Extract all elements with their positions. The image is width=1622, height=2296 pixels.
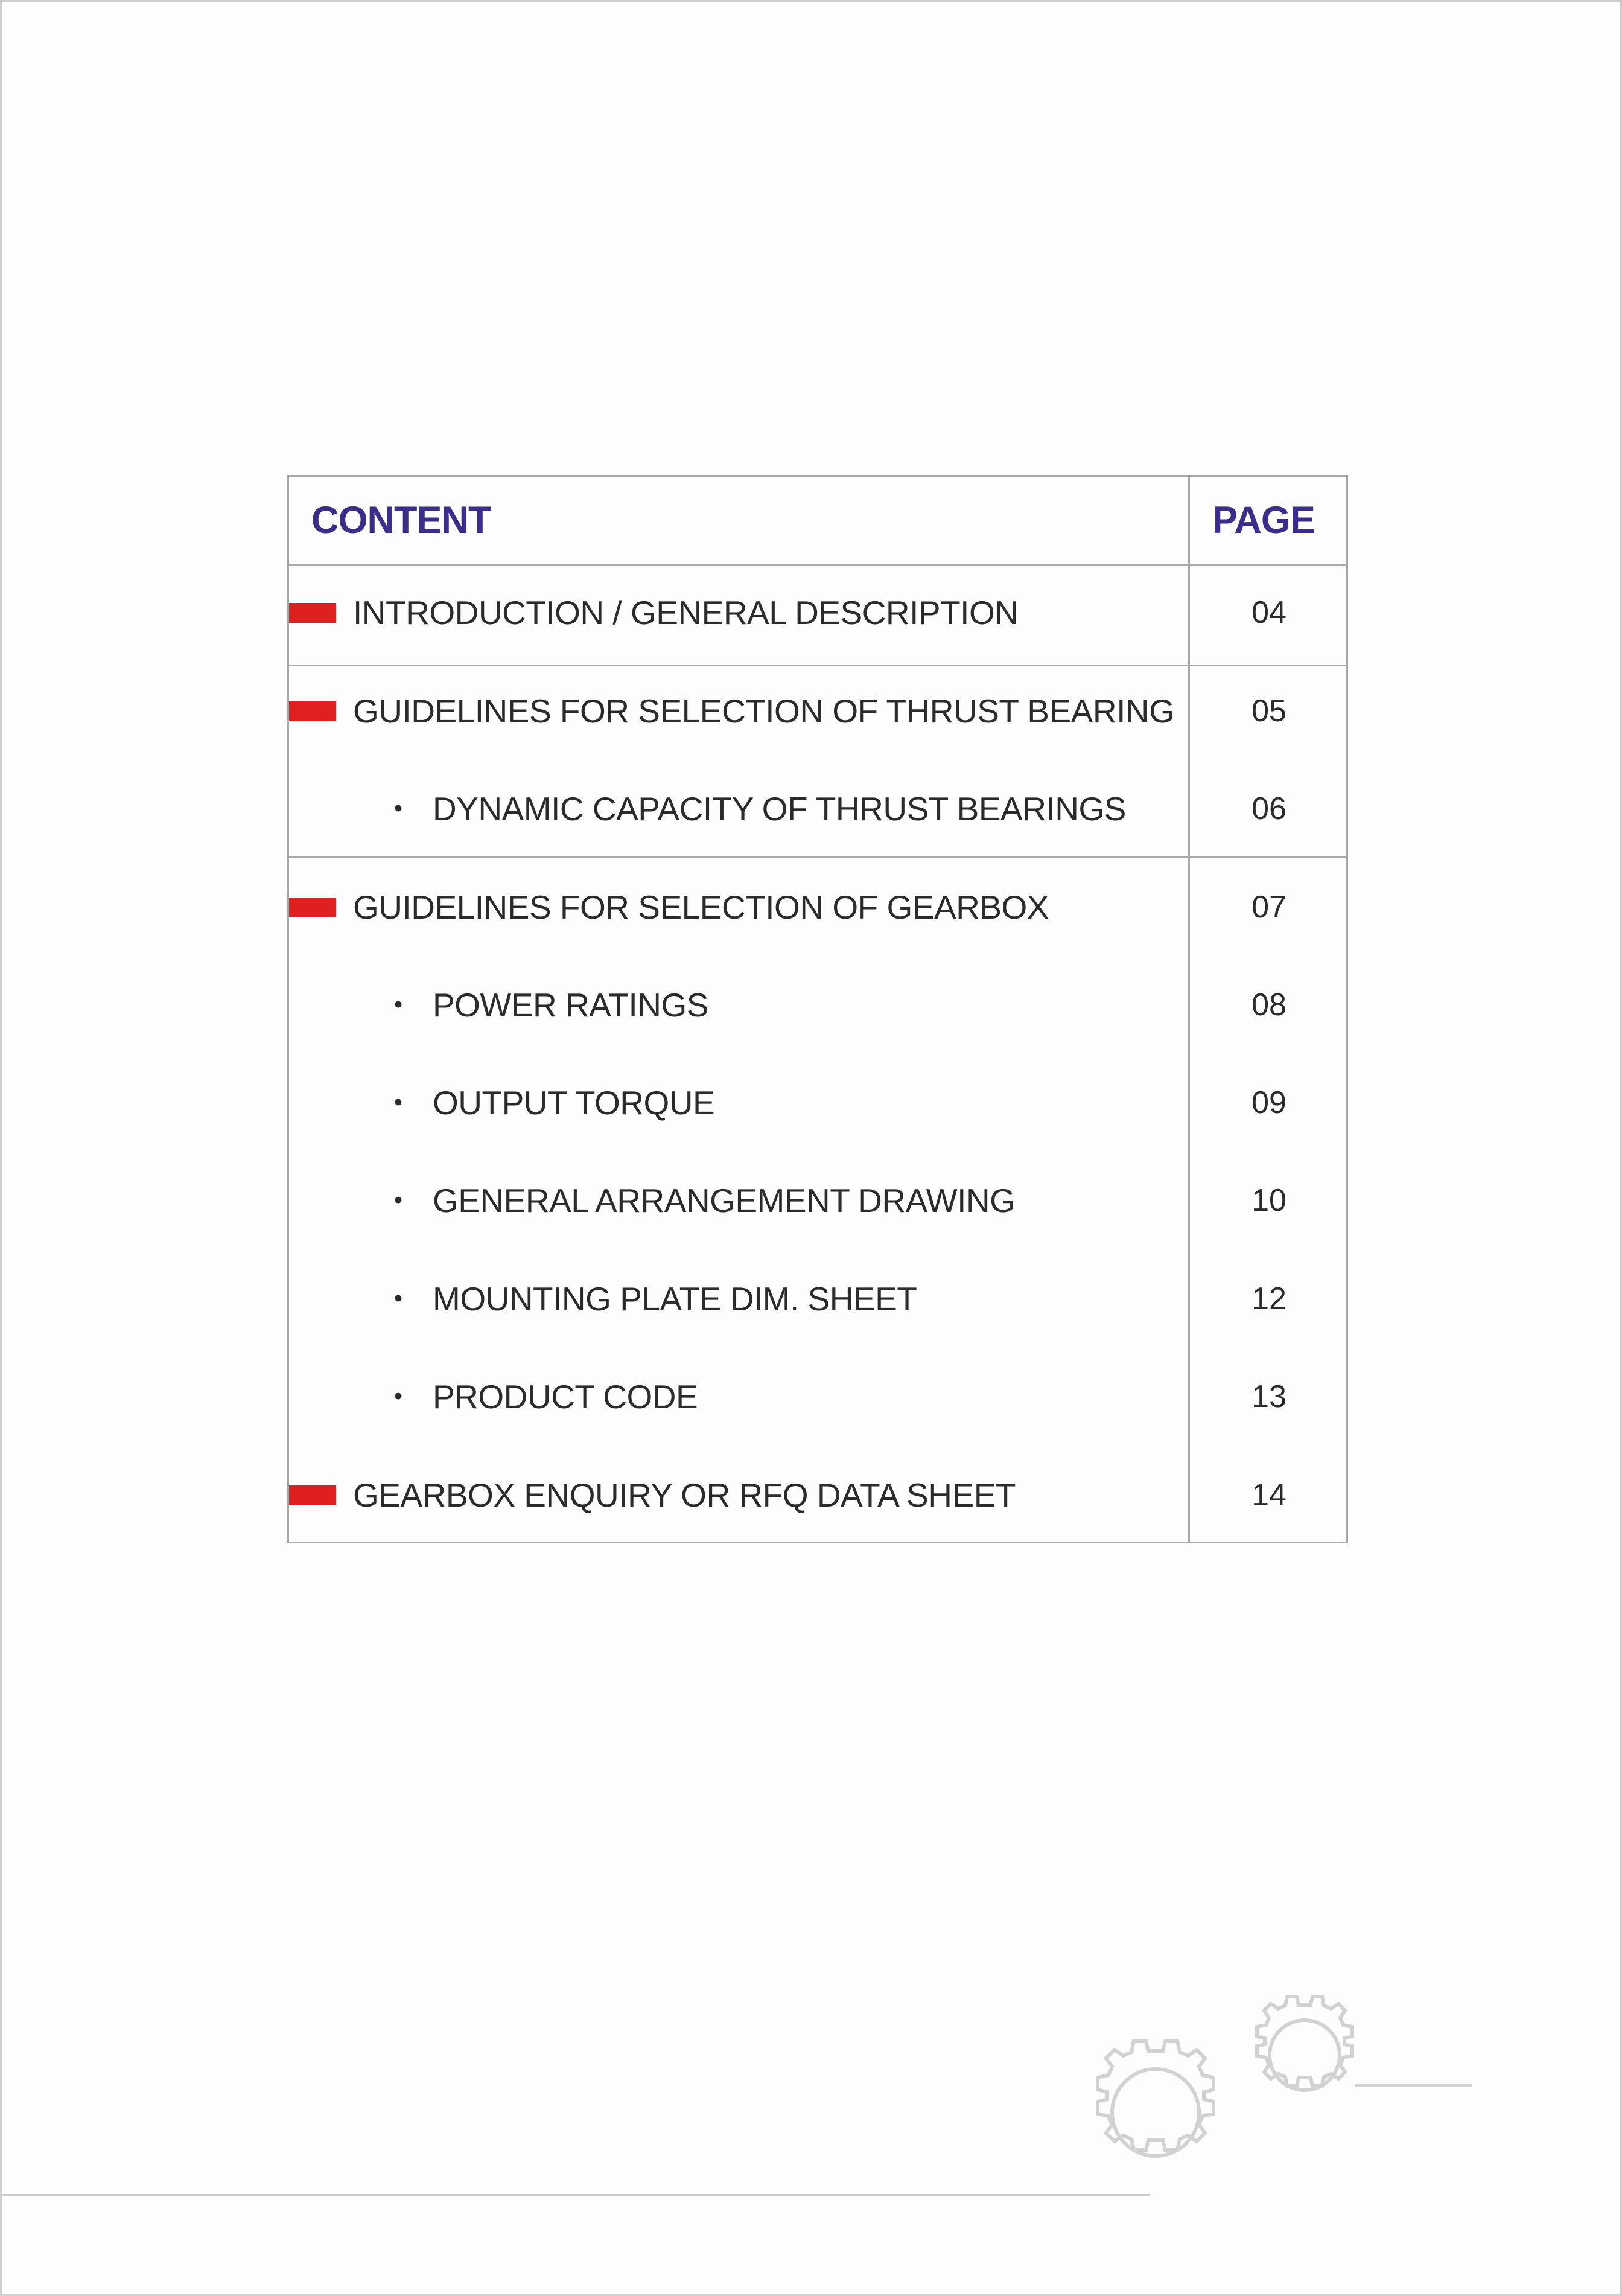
bullet-icon: • (394, 795, 403, 822)
toc-row[interactable] (289, 975, 1346, 1035)
toc-row[interactable] (289, 779, 1346, 839)
toc-entry-label: INTRODUCTION / GENERAL DESCRIPTION (353, 594, 1019, 631)
toc-entry-label: DYNAMIC CAPACITY OF THRUST BEARINGS (433, 790, 1126, 828)
toc-page-number: 06 (1251, 791, 1286, 826)
toc-page-number: 09 (1251, 1085, 1286, 1120)
table-of-contents (287, 475, 1348, 1543)
toc-entry-label: MOUNTING PLATE DIM. SHEET (433, 1280, 917, 1318)
toc-entry-label: OUTPUT TORQUE (433, 1084, 715, 1121)
toc-row[interactable] (289, 1465, 1346, 1525)
section-divider (289, 665, 1346, 666)
bullet-icon: • (394, 1383, 403, 1410)
toc-row[interactable] (289, 1269, 1346, 1329)
header-divider (289, 564, 1346, 566)
section-divider (289, 856, 1346, 858)
toc-row[interactable] (289, 1170, 1346, 1231)
toc-entry-label: GUIDELINES FOR SELECTION OF THRUST BEARING (353, 692, 1175, 730)
footer-line (0, 2194, 1150, 2196)
toc-row[interactable] (289, 681, 1346, 741)
content-heading: CONTENT (311, 499, 491, 541)
toc-page-number: 14 (1251, 1478, 1286, 1513)
toc-entry-label: POWER RATINGS (433, 986, 708, 1024)
toc-row[interactable] (289, 1073, 1346, 1133)
bullet-icon: • (394, 1285, 403, 1312)
toc-page-number: 08 (1251, 987, 1286, 1022)
page-heading: PAGE (1212, 499, 1315, 541)
toc-entry-label: GEARBOX ENQUIRY OR RFQ DATA SHEET (353, 1476, 1016, 1514)
toc-page-number: 10 (1251, 1183, 1286, 1218)
toc-page-number: 13 (1251, 1379, 1286, 1414)
toc-page-number: 07 (1251, 890, 1286, 925)
red-marker (289, 603, 336, 623)
toc-entry-label: PRODUCT CODE (433, 1378, 698, 1415)
toc-page-number: 12 (1251, 1281, 1286, 1316)
bullet-icon: • (394, 1187, 403, 1214)
toc-row[interactable] (289, 1366, 1346, 1427)
toc-page-number: 04 (1251, 595, 1286, 630)
toc-page-number: 05 (1251, 694, 1286, 729)
red-marker (289, 898, 336, 917)
toc-row[interactable] (289, 877, 1346, 937)
toc-entry-label: GUIDELINES FOR SELECTION OF GEARBOX (353, 888, 1049, 926)
red-marker (289, 701, 336, 721)
bullet-icon: • (394, 1089, 403, 1116)
gears-icon (1068, 1974, 1490, 2215)
bullet-icon: • (394, 991, 403, 1018)
red-marker (289, 1485, 336, 1505)
toc-entry-label: GENERAL ARRANGEMENT DRAWING (433, 1182, 1016, 1219)
toc-row[interactable] (289, 582, 1346, 643)
